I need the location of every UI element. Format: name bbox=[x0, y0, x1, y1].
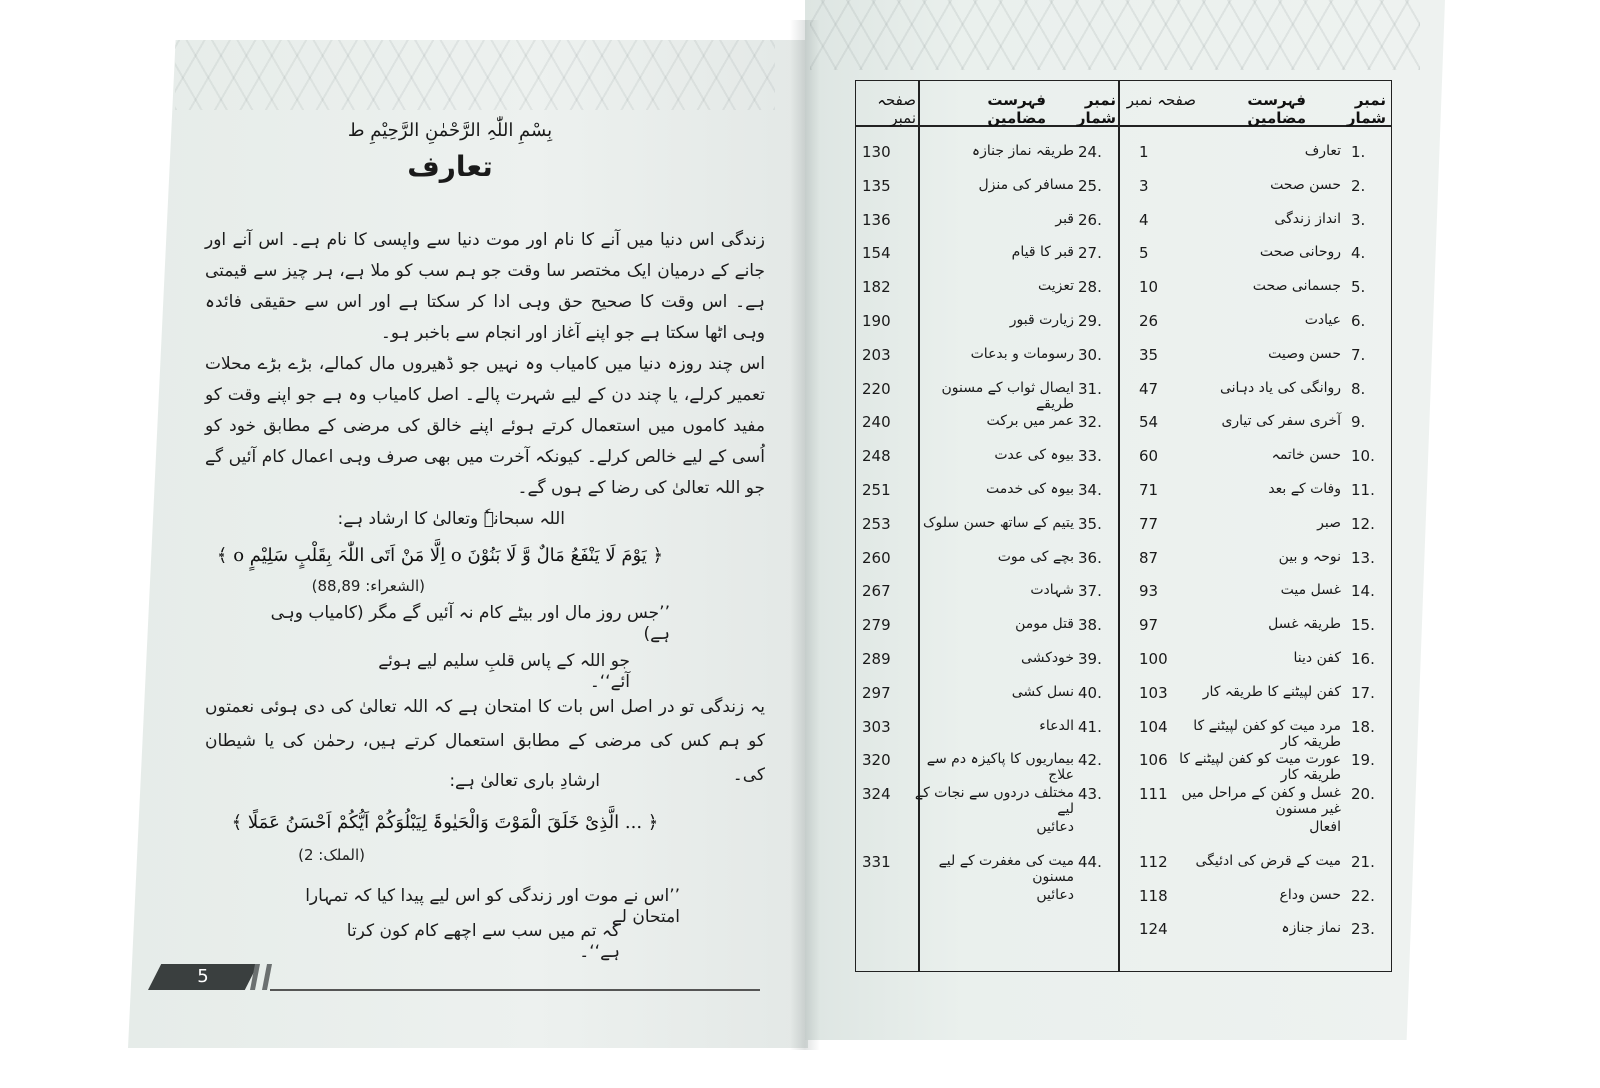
toc-right_column-num: 13. bbox=[1351, 548, 1375, 567]
toc-right_column-title: روانگی کی یاد دہانی bbox=[1219, 379, 1341, 396]
toc-right_column-num: 23. bbox=[1351, 920, 1375, 939]
paragraph-5: ارشادِ باری تعالیٰ ہے: bbox=[449, 771, 600, 791]
toc-right_column-num: 21. bbox=[1351, 852, 1375, 871]
header-page-right: صفحہ نمبر bbox=[1126, 91, 1196, 109]
toc-right_column-page: 26 bbox=[1139, 312, 1159, 330]
toc-left_column-page: 297 bbox=[862, 683, 891, 702]
toc-right_column-title: حسن خاتمہ bbox=[1271, 447, 1341, 464]
toc-right_column-page: 3 bbox=[1139, 176, 1149, 195]
toc-left_column-page: 203 bbox=[862, 345, 891, 364]
toc-right_column-num: 17. bbox=[1351, 683, 1375, 702]
toc-left_column-num: 27. bbox=[1078, 244, 1102, 263]
toc-right_column-num: 15. bbox=[1351, 616, 1375, 635]
toc-left_column-page: 251 bbox=[862, 481, 891, 499]
toc-right_column-page: 4 bbox=[1139, 210, 1149, 229]
toc-left_column-num: 33. bbox=[1078, 447, 1102, 466]
header-title-right: فہرست مضامین bbox=[1247, 91, 1306, 127]
toc-right_column-title: طریقہ غسل bbox=[1268, 616, 1341, 633]
toc-right_column-title: آخری سفر کی تیاری bbox=[1221, 413, 1341, 430]
toc-left_column-num: 26. bbox=[1078, 210, 1102, 229]
verse-1-reference: (الشعراء: 88,89) bbox=[311, 577, 425, 595]
toc-left_column-title: بیوہ کی خدمت bbox=[985, 481, 1074, 497]
toc-right_column-title: صبر bbox=[1317, 514, 1341, 531]
toc-right_column-num: 5. bbox=[1351, 278, 1366, 297]
page-heading: تعارف bbox=[407, 150, 493, 183]
toc-left_column-page: 136 bbox=[862, 210, 891, 229]
toc-right_column-page: 103 bbox=[1139, 683, 1168, 702]
toc-right_column-title: نماز جنازہ bbox=[1281, 920, 1341, 937]
toc-right_column-num: 22. bbox=[1351, 886, 1375, 905]
toc-right_column-title: عیادت bbox=[1304, 312, 1341, 328]
bismillah: بِسْمِ اللّٰہِ الرَّحْمٰنِ الرَّحِیْمِ ط bbox=[347, 120, 553, 141]
toc-left_column-num: 34. bbox=[1078, 481, 1102, 499]
toc-left_column-num: 35. bbox=[1078, 514, 1102, 533]
toc-left_column-page: 324 bbox=[862, 785, 891, 804]
toc-left_column-title: قبر bbox=[1055, 210, 1074, 227]
toc-left_column-title: قتل مومن bbox=[1015, 616, 1074, 633]
decorative-pattern-right bbox=[810, 0, 1420, 70]
toc-right_column-page: 118 bbox=[1139, 886, 1168, 905]
toc-left_column-title: بیوہ کی عدت bbox=[994, 447, 1074, 464]
toc-left_column-num: 38. bbox=[1078, 616, 1102, 635]
toc-right_column-title: افعال bbox=[1309, 819, 1341, 835]
toc-left_column-num: 40. bbox=[1078, 683, 1102, 702]
toc-left_column-title: مختلف دردوں سے نجات کے لیے bbox=[914, 785, 1074, 818]
toc-right_column-title: حسن صحت bbox=[1270, 176, 1341, 193]
toc-right_column-num: 6. bbox=[1351, 312, 1366, 330]
table-of-contents bbox=[855, 80, 1392, 972]
toc-right_column-title: عورت میت کو کفن لپیٹنے کا طریقہ کار bbox=[1179, 751, 1341, 784]
toc-left_column-page: 154 bbox=[862, 244, 891, 263]
header-title-left: فہرست مضامین bbox=[987, 91, 1046, 127]
toc-right_column-title: نوحہ و بین bbox=[1278, 548, 1341, 565]
toc-right_column-num: 7. bbox=[1351, 345, 1366, 364]
toc-left_column-title: تعزیت bbox=[1037, 278, 1074, 295]
toc-right_column-num: 4. bbox=[1351, 244, 1366, 263]
toc-left_column-title: دعائیں bbox=[1036, 819, 1074, 835]
toc-right_column-num: 2. bbox=[1351, 176, 1366, 195]
toc-left_column-num: 24. bbox=[1078, 143, 1102, 161]
verse-2-reference: (الملک: 2) bbox=[298, 846, 365, 864]
toc-left_column-num: 32. bbox=[1078, 413, 1102, 432]
toc-left_column-num: 37. bbox=[1078, 582, 1102, 601]
paragraph-4: یہ زندگی تو در اصل اس بات کا امتحان ہے کہ اللہ تعالیٰ کی دی ہوئی نعمتوں کو ہم کس کی مرضی کے مطابق استعمال کرتے ہیں، رحمٰن کی یا شیطان کی۔ bbox=[205, 697, 765, 785]
toc-right_column-page: 5 bbox=[1139, 244, 1149, 263]
toc-right_column-title: انداز زندگی bbox=[1274, 210, 1341, 227]
toc-right_column-page: 93 bbox=[1139, 582, 1159, 601]
toc-right_column-page: 100 bbox=[1139, 650, 1168, 668]
toc-left_column-num: 29. bbox=[1078, 312, 1102, 330]
toc-right_column-page: 104 bbox=[1139, 717, 1168, 736]
toc-left_column-num: 42. bbox=[1078, 751, 1102, 770]
toc-right_column-title: غسل و کفن کے مراحل میں غیر مسنون bbox=[1181, 785, 1341, 818]
toc-right_column-title: تعارف bbox=[1304, 143, 1341, 159]
toc-right_column-title: کفن لپیٹنے کا طریقہ کار bbox=[1202, 683, 1341, 700]
toc-left_column-page: 331 bbox=[862, 852, 891, 871]
toc-right_column-page: 111 bbox=[1139, 785, 1168, 804]
toc-right_column-title: روحانی صحت bbox=[1259, 244, 1341, 261]
toc-right_column-title: کفن دینا bbox=[1293, 650, 1341, 666]
toc-right_column-page: 97 bbox=[1139, 616, 1159, 635]
column-divider-center bbox=[1118, 81, 1120, 971]
toc-right_column-title: غسل میت bbox=[1280, 582, 1341, 599]
paragraph-2: اس چند روزہ دنیا میں کامیاب وہ نہیں جو ڈھیروں مال کمالے، بڑے بڑے محلات تعمیر کرلے، یا چند دن کے لیے شہرت پالے۔ اصل کامیاب وہ ہے جو اپنے وقت کو مفید کاموں میں استعمال کرتے ہوئے اپنے خالق کی مرضی کے مطابق خود کو اُسی کے لیے خالص کرلے۔ کیونکہ آخرت میں بھی صرف وہی اعمال کام آئیں گے جو اللہ تعالیٰ کی رضا کے ہوں گے۔ bbox=[205, 354, 765, 498]
toc-right_column-num: 9. bbox=[1351, 413, 1366, 432]
toc-right_column-page: 112 bbox=[1139, 852, 1168, 871]
toc-left_column-page: 289 bbox=[862, 650, 891, 668]
toc-left_column-num: 25. bbox=[1078, 176, 1102, 195]
toc-right_column-page: 87 bbox=[1139, 548, 1159, 567]
toc-left_column-title: ایصال ثواب کے مسنون طریقے bbox=[941, 379, 1074, 412]
toc-left_column-num: 30. bbox=[1078, 345, 1102, 364]
paragraph-1: زندگی اس دنیا میں آنے کا نام اور موت دنیا سے واپسی کا نام ہے۔ اس آنے اور جانے کے درمیان ایک مختصر سا وقت جو ہم سب کو ملا ہے، ہر چیز سے قیمتی ہے۔ اس وقت کا صحیح حق وہی ادا کر سکتا ہے اور اس سے حقیقی فائدہ وہی اٹھا سکتا ہے جو اپنے آغاز اور انجام سے باخبر ہو۔ bbox=[205, 230, 765, 343]
toc-left_column-num: 43. bbox=[1078, 785, 1102, 804]
intro-text bbox=[205, 225, 765, 535]
toc-left_column-title: زیارت قبور bbox=[1009, 312, 1074, 328]
toc-left_column-page: 220 bbox=[862, 379, 891, 398]
toc-left_column-num: 36. bbox=[1078, 548, 1102, 567]
toc-left_column-page: 130 bbox=[862, 143, 891, 161]
toc-left_column-page: 253 bbox=[862, 514, 891, 533]
toc-left_column-num: 28. bbox=[1078, 278, 1102, 297]
translation-1-line-2: جو اللہ کے پاس قلبِ سلیم لیے ہوئے آئے‘‘۔ bbox=[378, 651, 630, 692]
toc-right_column-num: 3. bbox=[1351, 210, 1366, 229]
toc-right_column-page: 1 bbox=[1139, 143, 1149, 161]
translation-1-line-1: ’’جس روز مال اور بیٹے کام نہ آئیں گے مگر (کامیاب وہی ہے) bbox=[270, 603, 670, 644]
translation-2-line-1: ’’اس نے موت اور زندگی کو اس لیے پیدا کیا کہ تمہارا امتحان لے bbox=[305, 886, 680, 927]
toc-right_column-num: 14. bbox=[1351, 582, 1375, 601]
toc-right_column-title: جسمانی صحت bbox=[1252, 278, 1341, 295]
toc-right_column-title: میت کے قرض کی ادئیگی bbox=[1195, 852, 1341, 869]
toc-left_column-title: شہادت bbox=[1030, 582, 1074, 599]
toc-right_column-title: حسن وصیت bbox=[1268, 345, 1341, 362]
toc-left_column-title: میت کی مغفرت کے لیے مسنون bbox=[938, 852, 1074, 885]
toc-right_column-page: 77 bbox=[1139, 514, 1159, 533]
toc-left_column-title: بچے کی موت bbox=[997, 548, 1074, 565]
toc-right_column-page: 35 bbox=[1139, 345, 1159, 364]
toc-left_column-page: 248 bbox=[862, 447, 891, 466]
toc-right_column-num: 10. bbox=[1351, 447, 1375, 466]
toc-left_column-page: 267 bbox=[862, 582, 891, 601]
toc-right_column-page: 124 bbox=[1139, 920, 1168, 939]
header-page-left: صفحہ نمبر bbox=[877, 91, 916, 127]
toc-right_column-num: 16. bbox=[1351, 650, 1375, 668]
toc-left_column-title: طریقہ نماز جنازہ bbox=[971, 143, 1074, 159]
toc-right_column-page: 71 bbox=[1139, 481, 1159, 499]
decorative-pattern-left bbox=[175, 40, 775, 110]
toc-left_column-title: بیماریوں کا پاکیزہ دم سے علاج bbox=[926, 751, 1074, 784]
toc-right_column-num: 12. bbox=[1351, 514, 1375, 533]
toc-right_column-num: 18. bbox=[1351, 717, 1375, 736]
toc-right_column-num: 1. bbox=[1351, 143, 1366, 161]
toc-left_column-title: نسل کشی bbox=[1011, 683, 1074, 700]
toc-left_column-title: دعائیں bbox=[1036, 886, 1074, 903]
toc-left_column-page: 320 bbox=[862, 751, 891, 770]
header-serial-left: نمبر شمار bbox=[1076, 91, 1116, 127]
page-footer-line bbox=[270, 989, 760, 991]
toc-left_column-num: 44. bbox=[1078, 852, 1102, 871]
verse-2: ﴿ ... الَّذِیْ خَلَقَ الْمَوْتَ وَالْحَیٰوۃَ لِیَبْلُوَکُمْ اَیُّکُمْ اَحْسَنُ عَمَلًا ﴾ bbox=[231, 812, 659, 833]
toc-right_column-title: مرد میت کو کفن لپیٹنے کا طریقہ کار bbox=[1193, 717, 1341, 750]
toc-left_column-num: 41. bbox=[1078, 717, 1102, 736]
toc-left_column-title: قبر کا قیام bbox=[1011, 244, 1074, 261]
toc-left_column-title: عمر میں برکت bbox=[986, 413, 1074, 430]
toc-right_column-num: 19. bbox=[1351, 751, 1375, 770]
toc-right_column-page: 47 bbox=[1139, 379, 1159, 398]
paragraph-3: اللہ سبحانہٗ وتعالیٰ کا ارشاد ہے: bbox=[337, 509, 565, 529]
toc-right_column-page: 54 bbox=[1139, 413, 1159, 432]
toc-left_column-title: مسافر کی منزل bbox=[978, 176, 1074, 193]
book-spine bbox=[790, 20, 820, 1050]
toc-right_column-page: 106 bbox=[1139, 751, 1168, 770]
toc-left_column-page: 190 bbox=[862, 312, 891, 330]
toc-right_column-title: وفات کے بعد bbox=[1268, 481, 1341, 497]
toc-left_column-page: 135 bbox=[862, 176, 891, 195]
toc-left_column-title: یتیم کے ساتھ حسن سلوک bbox=[923, 514, 1074, 531]
toc-left_column-num: 39. bbox=[1078, 650, 1102, 668]
toc-left_column-page: 279 bbox=[862, 616, 891, 635]
toc-left_column-page: 260 bbox=[862, 548, 891, 567]
toc-right_column-page: 10 bbox=[1139, 278, 1159, 297]
toc-left_column-title: الدعاء bbox=[1039, 717, 1074, 734]
toc-right_column-num: 8. bbox=[1351, 379, 1366, 398]
toc-right_column-title: حسن وداع bbox=[1279, 886, 1341, 903]
page-number: 5 bbox=[197, 966, 209, 987]
toc-left_column-title: رسومات و بدعات bbox=[970, 345, 1074, 362]
toc-right_column-page: 60 bbox=[1139, 447, 1159, 466]
verse-1: ﴿ یَوْمَ لَا یَنْفَعُ مَالٌ وَّ لَا بَنُوْنَ o اِلَّا مَنْ اَتَی اللّٰہَ بِقَلْبٍ سَلِیْمٍ o ﴾ bbox=[216, 545, 664, 566]
toc-left_column-title: خودکشی bbox=[1021, 650, 1074, 666]
header-serial-right: نمبر شمار bbox=[1346, 91, 1386, 127]
toc-right_column-num: 20. bbox=[1351, 785, 1375, 804]
toc-right_column-num: 11. bbox=[1351, 481, 1375, 499]
toc-left_column-page: 240 bbox=[862, 413, 891, 432]
toc-left_column-page: 182 bbox=[862, 278, 891, 297]
translation-2-line-2: کہ تم میں سب سے اچھے کام کون کرتا ہے‘‘۔ bbox=[346, 921, 620, 962]
toc-left_column-page: 303 bbox=[862, 717, 891, 736]
toc-left_column-num: 31. bbox=[1078, 379, 1102, 398]
